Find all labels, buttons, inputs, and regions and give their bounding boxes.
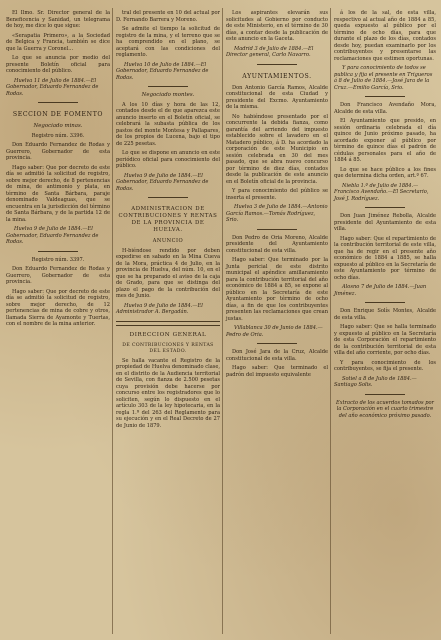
- registro-heading: Registro núm. 3396.: [31, 132, 85, 139]
- column-rule: [330, 8, 331, 634]
- column-3: [226, 10, 328, 381]
- signature: Huelva 10 de Julio de 1884.—El Gobernador, Eduardo Fernandez de Rodas.: [116, 61, 209, 81]
- double-divider: [116, 321, 220, 326]
- paragraph: Hago saber: Que por decreto de este día se admitió la solicitud de registro, sobre mejor derecho, de 8 pertenencias de mina, de antimonio y plata, en término de Santa Bárbara, paraje denominado Valdeaguas, que se encuentra en la jurisdicción del término de Santa Bárbara, y de la partida 12 de la mina.: [6, 164, 110, 223]
- paragraph: A los 10 días y hora de las 12, contados desde el de que aparezca este anuncio inserto en el Boletín oficial, se celebrará la subasta pública de los pastos del monte Montesa y Pallapares, de los propios de Lucena, bajo el tipo de 225 pesetas.: [116, 101, 220, 147]
- paragraph: tral del presente en 10 del actual por D. Fernando Barrera y Moreno.: [116, 10, 220, 23]
- divider: [38, 102, 78, 103]
- paragraph: Lo que se anuncia por medio del presente Boletín oficial para conocimiento del público.: [6, 55, 110, 74]
- section-title: DIRECCION GENERAL: [129, 331, 207, 338]
- paragraph: «Serapatia Primero», a la Sociedad de Belgica y Francia, también se dice que la Guerra y Coronel...: [6, 32, 110, 52]
- paragraph: No habiéndose presentado por el concurrente la debida fianza, como garantía del arriendo del impuesto establecido sobre el lavadero en el Matadero público, á D. ha acordado la corporación de este Municipio en sesión celebrada en 30 del mes pasado, que se abra nuevo concurso por término de diez días, contados desde la publicación de este anuncio en el Boletín oficial de la provincia.: [226, 113, 328, 185]
- paragraph: Se halla vacante el Registro de la propiedad de Huelva denominado clase, en el distrito de la Audiencia territorial de Sevilla, con fianza de 2.500 pesetas cuya provisión debe hacerse por concurso entre los registradores que lo soliciten, según lo dispuesto en el artículo 303 de la ley hipotecaria, en la regla 1.ª del 263 del Reglamento para su ejecución y en el Real Decreto de 27 de Junio de 1879.: [116, 357, 220, 429]
- paragraph: Don Antonio García Ramos, Alcalde constitucional de esta Ciudad y presidente del Excmo. Ayuntamiento de la misma.: [226, 84, 328, 110]
- divider: [257, 343, 297, 344]
- paragraph: Lo que se dispone en anuncio en este periódico oficial para conocimiento del público.: [116, 150, 220, 169]
- paragraph: Se admite el tiempo la solicitud de registro de la mina, y el terreno que se ha comprendido en el plano, se aceptará con las condiciones del reglamento.: [116, 26, 220, 58]
- column-2: [116, 10, 220, 432]
- paragraph: El Ilmo. Sr. Director general de la Beneficencia y Sanidad, un telegrama de hoy, me dice lo que sigue:: [6, 10, 110, 29]
- paragraph: Don Eduardo Fernandez de Rodas y Guerrero, Gobernador de esta provincia.: [6, 142, 110, 161]
- signature: Huelva 9 de Julio de 1884.—El Administrador A. Bergadán.: [116, 302, 203, 315]
- divider: [148, 86, 188, 87]
- column-rule: [112, 8, 113, 634]
- paragraph: Hago saber: Que el repartimiento de la contribución territorial de este villa, que ha de regir en el presente año económico de 1884 a 1885, se halla expuesto al público en la Secretaría de este Ayuntamiento por término de ocho días.: [334, 235, 436, 281]
- divider: [148, 197, 188, 198]
- section-subtitle: Negociado minas.: [33, 123, 83, 129]
- divider: [365, 302, 405, 303]
- signature: Niebla 1.º de Julio de 1884.—Francisco Avendaño.—El Secretario, José J. Rodríguez.: [334, 182, 429, 202]
- signature: Villablanca 30 de Junio de 1884.—Pedro de Oria.: [226, 325, 323, 338]
- paragraph: Hago saber: Que se halla terminado y expuesto al público en la Secretaría de esta Corporación el repartimiento de la contribución territorial de esta villa del año corriente, por ocho días.: [334, 324, 436, 356]
- paragraph: El Ayuntamiento que presido, en sesión ordinaria celebrada el día quince de Junio próximo pasado, ha acordado exponer al público por término de quince días el padrón de cédulas personales para el año de 1884 á 85.: [334, 118, 436, 163]
- section-title: AYUNTAMIENTOS.: [242, 72, 312, 80]
- signature: Huelva 9 de Julio de 1884.—El Gobernador, Eduardo Fernandez de Rodas.: [116, 172, 209, 192]
- paragraph: H-biéndose rendido por deben expedirse en sabado en la Mina Cueva de la Mora, práctica 4 de Julio, en la provincia de Huelva, del núm. 10, en el que se ha preparado el aviso de la caja de Grado, para que se distinga del plazo el pago de la contribución del mes de Junio.: [116, 247, 220, 299]
- section-subtitle: DE CONTRIBUCIONES Y RENTAS DEL ESTADO.: [122, 342, 214, 354]
- paragraph: Don Pedro de Oria Moreno, Alcalde presidente del Ayuntamiento constitucional de esta villa.: [226, 234, 328, 254]
- divider: [257, 229, 297, 230]
- divider: [257, 64, 297, 65]
- paragraph: Don Juan Jiménez Rebolla, Alcalde presidente del Ayuntamiento de esta villa.: [334, 213, 436, 232]
- paragraph: Don Francisco Avendaño Mora, Alcalde de esta villa.: [334, 102, 436, 115]
- paragraph: Los aspirantes elevarán sus solicitudes al Gobierno por conducto de este Ministerio, en el término de 30 días, a contar desde la publicación de este anuncio en la Gaceta.: [226, 10, 328, 42]
- paragraph: Y para conocimiento de los contribuyentes, se fija el presente.: [334, 359, 436, 372]
- signature: Y para conocimiento de todos se publica y fija el presente en Trigueros á 8 de Julio de 1884.—José Jara de la Cruz.—Emilio García, Srio.: [334, 65, 433, 91]
- signature: Huelva 11 de Julio de 1884.—El Gobernador, Eduardo Fernandez de Rodas.: [6, 77, 99, 97]
- paragraph: Don José Jara de la Cruz, Alcalde constitucional de esta villa.: [226, 349, 328, 362]
- paragraph: Don Eduardo Fernandez de Rodas y Guerrero, Gobernador de esta provincia.: [6, 266, 110, 285]
- paragraph: Hago saber: Que terminado el padrón del impuesto equivalente: [226, 365, 328, 378]
- section-title: SECCION DE FOMENTO: [12, 111, 104, 118]
- column-rule: [222, 8, 223, 634]
- column-4: [334, 10, 436, 422]
- signature: Huelva 9 de Julio de 1884.—El Gobernador, Eduardo Fernandez de Rodas.: [6, 226, 99, 245]
- note-heading: Extracto de los acuerdos tomados por la Corporación en el cuarto trimestre del año económico próximo pasado.: [335, 399, 434, 419]
- registro-heading: Registro núm. 3397.: [31, 256, 85, 263]
- anuncio-heading: ANUNCIO: [152, 238, 184, 244]
- section-subtitle: Negociado montes.: [141, 92, 195, 98]
- divider: [365, 394, 405, 395]
- divider: [38, 251, 78, 252]
- divider: [365, 207, 405, 208]
- section-title: ADMINISTRACION DE CONTRIBUCIONES Y RENTAS DE LA PROVINCIA DE HUELVA.: [118, 206, 218, 233]
- signature: Madrid 3 de Julio de 1884.—El Director general, Carlo Navarro.: [226, 45, 314, 58]
- column-1: [6, 10, 110, 331]
- paragraph: Don Enrique Solís Montes, Alcalde de esta villa.: [334, 308, 436, 321]
- paragraph: Hago saber: Que por decreto de este día se admitió la solicitud de registro, sobre mejor derecho, de 12 pertenencias de mina de cobre y otros, llamada Sierra de Ayamonte y Tuertas, con el nombre de la mina anterior.: [6, 288, 110, 327]
- paragraph: Lo que se hace público a los fines que determina dicha orden, art.º 67.: [334, 166, 436, 179]
- paragraph: Hago saber: Que terminado por la Junta pericial de este distrito municipal el apéndice amillaramiento para la contribución territorial del año económico de 1884 a 85, se expone al público en la Secretaría de este Ayuntamiento por término de ocho días, a fin de que los contribuyentes presenten las reclamaciones que crean justas.: [226, 257, 328, 322]
- divider: [365, 96, 405, 97]
- paragraph: Y para conocimiento del público se inserta el presente.: [226, 188, 328, 201]
- signature: Huelva 3 de Julio de 1884.—Antonio García Ramos.—Tomás Rodríguez, Srio.: [226, 204, 328, 223]
- paragraph: á los de la sal, de esta villa, respectivo al actual año de 1884 a 85, queda expuesto al público por el término de ocho días, para que durante el plazo de los días, contados desde hoy, puedan examinarlo por los contribuyentes y presentarse las reclamaciones que estimen oportunas.: [334, 10, 436, 62]
- signature: Alosno 7 de Julio de 1884.—Juan Jiménez.: [334, 284, 427, 297]
- signature: Sotiel a 8 de Julio de 1884.—Santiago Solis.: [334, 375, 417, 388]
